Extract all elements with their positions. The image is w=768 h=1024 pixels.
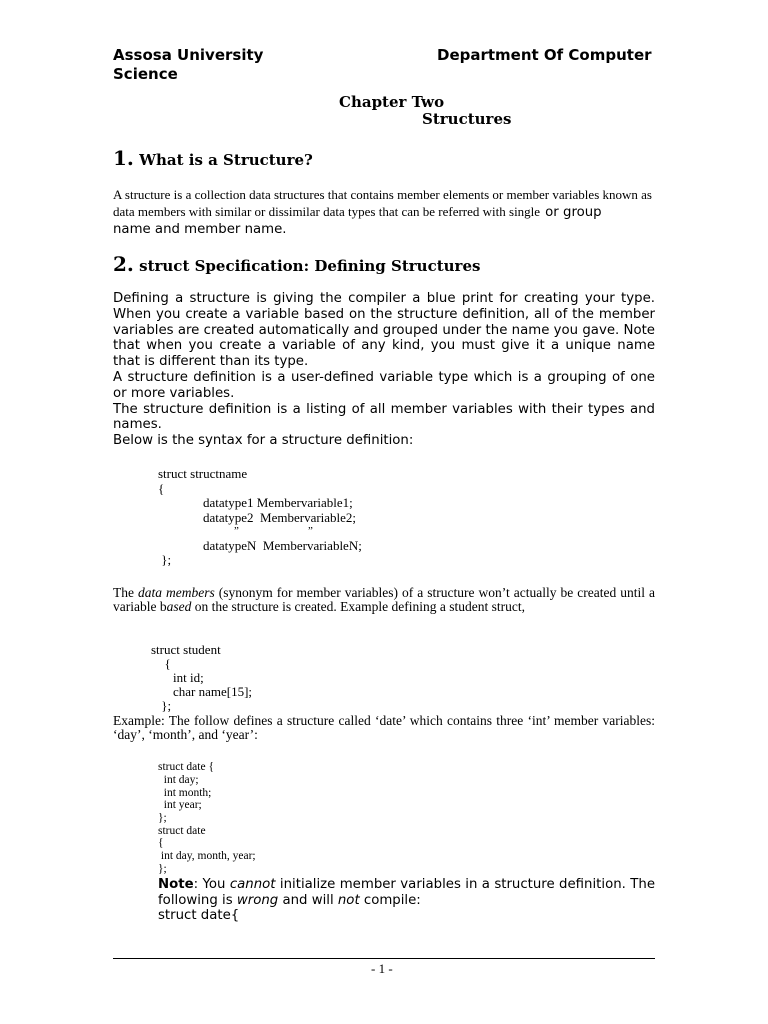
footer-divider (113, 958, 655, 959)
student-line-3: int id; (173, 670, 204, 685)
dm-text-3: on the structure is created. Example defining a student struct, (191, 599, 526, 614)
syntax-line-4: datatype2 Membervariable2; (203, 510, 357, 525)
section1-body (113, 186, 655, 238)
note-t4: compile: (359, 892, 421, 908)
note-i2: wrong (236, 892, 279, 908)
section1-heading (113, 146, 313, 170)
chapter-label: Chapter Two (339, 93, 445, 111)
section2-para2: A structure definition is a user-defined variable type which is a grouping of one or more variables. (113, 369, 655, 401)
date-line-2: int day; (158, 774, 199, 786)
dm-italic-2: ased (166, 599, 192, 614)
date-line-8: int day, month, year; (158, 850, 256, 862)
student-line-1: struct student (151, 642, 221, 657)
section2-para1: Defining a structure is giving the compiler a blue print for creating your type. When you create a variable based on the structure definition, all of the member variables are created automatically and grouped under the name you gave. Note that when you create a variable of any kind, you must give it a unique name that is different than its type. (113, 291, 655, 370)
section2-para4: Below is the syntax for a structure definition: (113, 433, 414, 449)
note-bold: Note (158, 877, 194, 892)
date-line-5: }; (158, 812, 167, 824)
date-line-6: struct date (158, 825, 206, 837)
chapter-title: Structures (422, 110, 512, 128)
section2-title: struct Specification: Defining Structures (139, 257, 481, 275)
example-para: Example: The follow defines a structure called ‘date’ which contains three ‘int’ member variables: ‘day’, ‘month’, and ‘year’: (113, 713, 655, 742)
dm-text-2: (synonym for member variables) of a structure won’t actually be created until a variable b (113, 585, 655, 614)
note-t2: initialize member variables in a structure definition. The following is (158, 877, 656, 908)
header-department: Department Of Computer (437, 46, 652, 64)
section2-body (113, 291, 655, 449)
syntax-line-1: struct structname (158, 466, 248, 481)
syntax-line-2: { (158, 481, 165, 496)
page-number: - 1 - (371, 961, 393, 976)
section1-text-line3: name and member name. (113, 222, 287, 237)
section1-title: What is a Structure? (139, 151, 313, 169)
data-members-para (113, 586, 655, 614)
date-line-9: }; (158, 863, 167, 875)
note-code: struct date{ (158, 908, 240, 923)
student-line-4: char name[15]; (173, 684, 253, 699)
date-line-3: int month; (158, 787, 212, 799)
dm-text-1: The (113, 585, 138, 600)
section2-number: 2. (113, 252, 134, 276)
section1-text-tail: or group (545, 204, 602, 220)
section1-text: A structure is a collection data structures that contains member elements or member variables known as data members with similar or dissimilar data types that can be referred with single (113, 187, 652, 219)
student-line-5: }; (158, 698, 172, 713)
note-i3: not (337, 892, 360, 908)
syntax-ditto-1: ” (234, 525, 239, 537)
note-t1: : You (193, 877, 230, 892)
student-line-2: { (158, 656, 171, 671)
date-line-1: struct date { (158, 761, 214, 773)
dm-italic-1: data members (138, 585, 215, 600)
syntax-line-6: datatypeN MembervariableN; (203, 538, 362, 553)
header-department-cont: Science (113, 65, 178, 83)
note-para (158, 877, 655, 909)
date-line-7: { (158, 837, 164, 849)
syntax-line-7: }; (158, 552, 172, 567)
note-t3: and will (278, 892, 338, 908)
syntax-line-3: datatype1 Membervariable1; (203, 495, 353, 510)
section2-heading (113, 252, 480, 276)
syntax-ditto-2: ” (308, 525, 313, 537)
header-university: Assosa University (113, 46, 264, 64)
section2-para3: The structure definition is a listing of all member variables with their types and names. (113, 401, 655, 433)
section1-number: 1. (113, 146, 134, 170)
date-line-4: int year; (158, 799, 202, 811)
note-i1: cannot (229, 877, 276, 892)
